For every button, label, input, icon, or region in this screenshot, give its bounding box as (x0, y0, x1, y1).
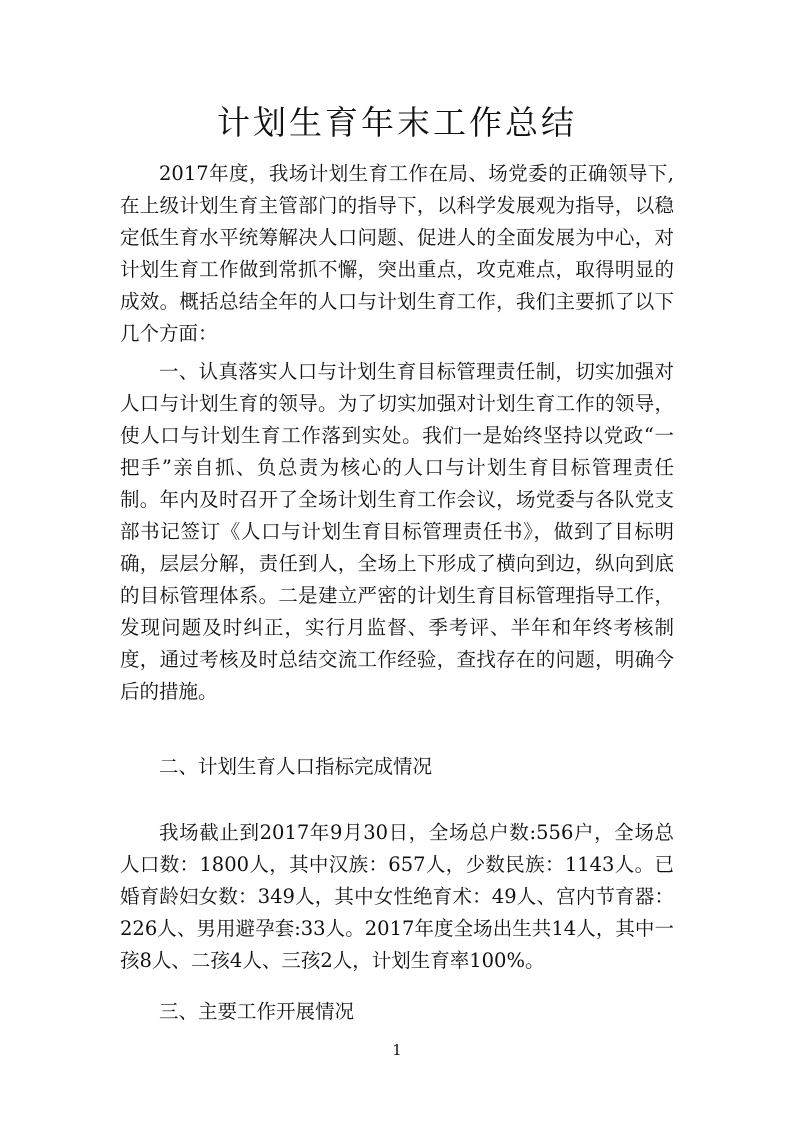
section-three-heading: 三、主要工作开展情况 (159, 1000, 355, 1023)
section-one-paragraph: 一、认真落实人口与计划生育目标管理责任制，切实加强对人口与计划生育的领导。为了切实加强对计划生育工作的领导，使人口与计划生育工作落到实处。我们一是始终坚持以党政“一把手”亲自抓、负总责为核心的人口与计划生育目标管理责任制。年内及时召开了全场计划生育工作会议，场党委与各队党支部书记签订《人口与计划生育目标管理责任书》，做到了目标明确，层层分解，责任到人，全场上下形成了横向到边，纵向到底的目标管理体系。二是建立严密的计划生育目标管理指导工作，发现问题及时纠正，实行月监督、季考评、半年和年终考核制度，通过考核及时总结交流工作经验，查找存在的问题，明确今后的措施。 (120, 360, 674, 703)
document-title: 计划生育年末工作总结 (217, 103, 577, 142)
population-stats-paragraph: 我场截止到2017年9月30日，全场总户数:556户，全场总人口数：1800人，其中汉族：657人，少数民族：1143人。已婚育龄妇女数：349人，其中女性绝育术：49人、宫内节育器：226人、男用避孕套:33人。2017年度全场出生共14人，其中一孩8人、二孩4人、三孩2人，计划生育率100%。 (120, 821, 674, 972)
page-number: 1 (392, 1041, 402, 1059)
section-two-heading: 二、计划生育人口指标完成情况 (159, 755, 433, 778)
intro-paragraph: 2017年度，我场计划生育工作在局、场党委的正确领导下,在上级计划生育主管部门的指导下，以科学发展观为指导，以稳定低生育水平统筹解决人口问题、促进人的全面发展为中心，对计划生育工作做到常抓不懈，突出重点，攻克难点，取得明显的成效。概括总结全年的人口与计划生育工作，我们主要抓了以下几个方面： (120, 162, 674, 345)
